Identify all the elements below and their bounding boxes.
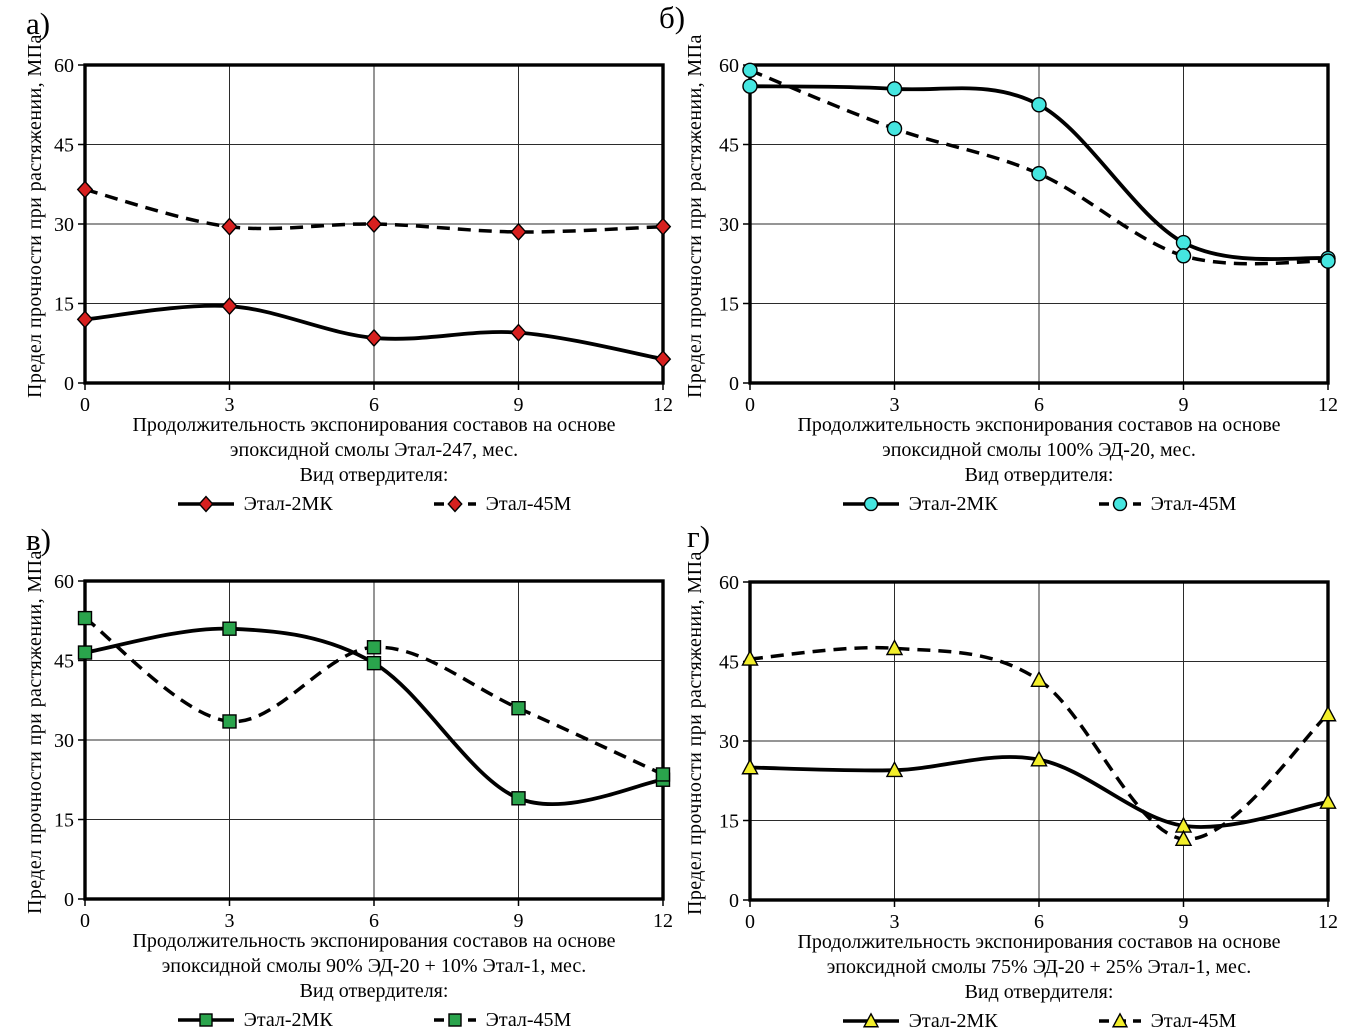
data-point-marker-square <box>368 641 381 654</box>
legend-dashed-line-sample <box>1098 1012 1142 1030</box>
legend-label-etal-2mk: Этал-2МК <box>243 492 333 515</box>
legend-item-etal-2mk <box>842 492 998 517</box>
legend-label-etal-45m: Этал-45М <box>1150 492 1237 515</box>
y-tick-label: 15 <box>54 293 74 316</box>
x-axis-title-d <box>750 930 1328 980</box>
data-point-marker-diamond <box>199 497 212 512</box>
data-point-marker-square <box>512 792 525 805</box>
data-point-marker-square <box>368 657 381 670</box>
legend-item-etal-2mk <box>177 492 333 517</box>
data-point-marker-square <box>657 768 670 781</box>
x-axis-title-b <box>750 413 1328 463</box>
data-point-marker-diamond <box>222 219 237 235</box>
data-point-marker-square <box>223 622 236 635</box>
data-point-marker-circle <box>743 79 757 93</box>
legend-solid-line-sample <box>842 1012 900 1030</box>
y-tick-label: 30 <box>54 730 74 752</box>
legend-item-etal-2mk <box>177 1008 333 1033</box>
x-axis-title-line2: эпоксидной смолы 90% ЭД-20 + 10% Этал-1, мес. <box>161 955 587 977</box>
legend-b <box>750 492 1328 516</box>
y-tick-label: 30 <box>719 214 739 236</box>
legend-item-etal-45m <box>1098 1009 1237 1034</box>
legend-solid-line-sample <box>177 495 235 513</box>
legend-item-etal-45m <box>433 1008 572 1033</box>
legend-title-c: Вид отвердителя: <box>299 980 449 1002</box>
y-tick-label: 60 <box>54 571 74 593</box>
y-tick-label: 0 <box>64 889 74 911</box>
y-tick-label: 15 <box>719 810 739 833</box>
data-point-marker-diamond <box>656 219 671 235</box>
panel-label-d: г) <box>687 519 711 554</box>
y-tick-label: 45 <box>54 134 74 157</box>
y-tick-label: 0 <box>64 373 74 395</box>
panel-c <box>0 516 679 1032</box>
data-point-marker-diamond <box>78 311 93 327</box>
legend-solid-line-sample <box>177 1011 235 1029</box>
legend-solid-line-sample <box>842 495 900 513</box>
x-tick-label: 6 <box>369 394 379 416</box>
legend-label-etal-2mk: Этал-2МК <box>908 492 998 515</box>
x-axis-title-line2: эпоксидной смолы Этал-247, мес. <box>229 439 519 461</box>
y-tick-label: 45 <box>54 650 74 673</box>
data-point-marker-circle <box>887 82 901 96</box>
x-tick-label: 9 <box>1178 911 1189 933</box>
y-tick-label: 60 <box>54 55 74 77</box>
caption-c <box>85 929 663 1032</box>
x-tick-label: 3 <box>224 910 235 932</box>
x-tick-label: 12 <box>1318 394 1338 416</box>
x-tick-label: 3 <box>889 911 900 933</box>
data-point-marker-square <box>79 646 92 659</box>
x-tick-label: 0 <box>80 910 90 932</box>
legend-label-etal-2mk: Этал-2МК <box>243 1008 333 1031</box>
legend-dashed-line-sample <box>433 495 477 513</box>
data-point-marker-square <box>223 715 236 728</box>
legend-a <box>85 492 663 516</box>
legend-title-d: Вид отвердителя: <box>964 981 1114 1003</box>
data-point-marker-square <box>449 1014 461 1026</box>
panel-d <box>679 517 1358 1033</box>
x-tick-label: 3 <box>224 394 235 416</box>
panel-b <box>659 0 1358 516</box>
y-axis-title-a: Предел прочности при растяжении, МПа <box>24 34 46 398</box>
x-tick-label: 0 <box>745 394 755 416</box>
x-axis-title-line1: Продолжительность экспонирования составов на основе <box>132 930 616 952</box>
legend-item-etal-2mk <box>842 1009 998 1034</box>
y-tick-label: 60 <box>719 55 739 77</box>
x-axis-title-line1: Продолжительность экспонирования составов на основе <box>797 414 1281 436</box>
data-point-marker-circle <box>1176 249 1190 263</box>
legend-label-etal-45m: Этал-45М <box>485 1008 572 1031</box>
legend-c <box>85 1008 663 1032</box>
data-point-marker-diamond <box>511 224 526 240</box>
y-axis-title-c: Предел прочности при растяжении, МПа <box>24 550 46 914</box>
data-point-marker-diamond <box>78 181 93 197</box>
data-point-marker-triangle <box>1320 707 1335 721</box>
data-point-marker-square <box>79 612 92 625</box>
data-point-marker-circle <box>864 498 877 511</box>
data-point-marker-diamond <box>222 298 237 314</box>
panel-label-a: а) <box>26 6 51 41</box>
x-tick-label: 9 <box>513 910 524 932</box>
x-tick-label: 12 <box>653 910 673 932</box>
plot-area-d <box>715 572 1359 942</box>
y-axis-title-b: Предел прочности при растяжении, МПа <box>684 34 706 398</box>
x-axis-title-line1: Продолжительность экспонирования составов на основе <box>132 414 616 436</box>
data-point-marker-diamond <box>511 325 526 341</box>
plot-area-a <box>50 55 700 425</box>
data-point-marker-circle <box>1176 236 1190 250</box>
legend-title-a: Вид отвердителя: <box>299 464 449 486</box>
panel-label-c: в) <box>26 522 51 557</box>
data-point-marker-circle <box>1321 254 1335 268</box>
plot-area-b <box>715 55 1359 425</box>
data-point-marker-diamond <box>448 497 461 512</box>
x-tick-label: 9 <box>513 394 524 416</box>
data-point-marker-diamond <box>656 351 671 367</box>
x-tick-label: 6 <box>1034 394 1044 416</box>
caption-d <box>750 930 1328 1033</box>
x-axis-title-line2: эпоксидной смолы 100% ЭД-20, мес. <box>882 439 1196 461</box>
y-tick-label: 60 <box>719 572 739 594</box>
data-point-marker-circle <box>1032 167 1046 181</box>
x-tick-label: 9 <box>1178 394 1189 416</box>
x-tick-label: 6 <box>1034 911 1044 933</box>
x-tick-label: 12 <box>1318 911 1338 933</box>
x-tick-label: 3 <box>889 394 900 416</box>
y-tick-label: 15 <box>719 293 739 316</box>
legend-label-etal-45m: Этал-45М <box>485 492 572 515</box>
legend-item-etal-45m <box>1098 492 1237 517</box>
x-axis-title-a <box>85 413 663 463</box>
legend-dashed-line-sample <box>1098 495 1142 513</box>
legend-label-etal-2mk: Этал-2МК <box>908 1009 998 1032</box>
y-tick-label: 15 <box>54 809 74 832</box>
y-tick-label: 30 <box>719 731 739 753</box>
data-point-marker-square <box>200 1014 212 1026</box>
x-tick-label: 12 <box>653 394 673 416</box>
data-point-marker-diamond <box>367 330 382 346</box>
caption-b <box>750 413 1328 516</box>
panel-a <box>0 0 679 516</box>
y-tick-label: 45 <box>719 651 739 674</box>
data-point-marker-circle <box>1032 98 1046 112</box>
legend-item-etal-45m <box>433 492 572 517</box>
legend-dashed-line-sample <box>433 1011 477 1029</box>
x-tick-label: 0 <box>80 394 90 416</box>
plot-area-c <box>50 571 700 941</box>
data-point-marker-circle <box>743 63 757 77</box>
y-tick-label: 0 <box>729 373 739 395</box>
data-point-marker-circle <box>887 122 901 136</box>
x-axis-title-line1: Продолжительность экспонирования составов на основе <box>797 931 1281 953</box>
x-axis-title-c <box>85 929 663 979</box>
legend-d <box>750 1009 1328 1033</box>
y-axis-title-d: Предел прочности при растяжении, МПа <box>684 551 706 915</box>
x-tick-label: 6 <box>369 910 379 932</box>
panel-label-b: б) <box>659 0 686 35</box>
data-point-marker-square <box>512 702 525 715</box>
data-point-marker-circle <box>1113 498 1126 511</box>
y-tick-label: 30 <box>54 214 74 236</box>
x-tick-label: 0 <box>745 911 755 933</box>
y-tick-label: 0 <box>729 890 739 912</box>
caption-a <box>85 413 663 516</box>
x-axis-title-line2: эпоксидной смолы 75% ЭД-20 + 25% Этал-1, мес. <box>826 956 1252 978</box>
data-point-marker-diamond <box>367 216 382 232</box>
legend-label-etal-45m: Этал-45М <box>1150 1009 1237 1032</box>
data-point-marker-triangle <box>1031 672 1046 686</box>
legend-title-b: Вид отвердителя: <box>964 464 1114 486</box>
y-tick-label: 45 <box>719 134 739 157</box>
